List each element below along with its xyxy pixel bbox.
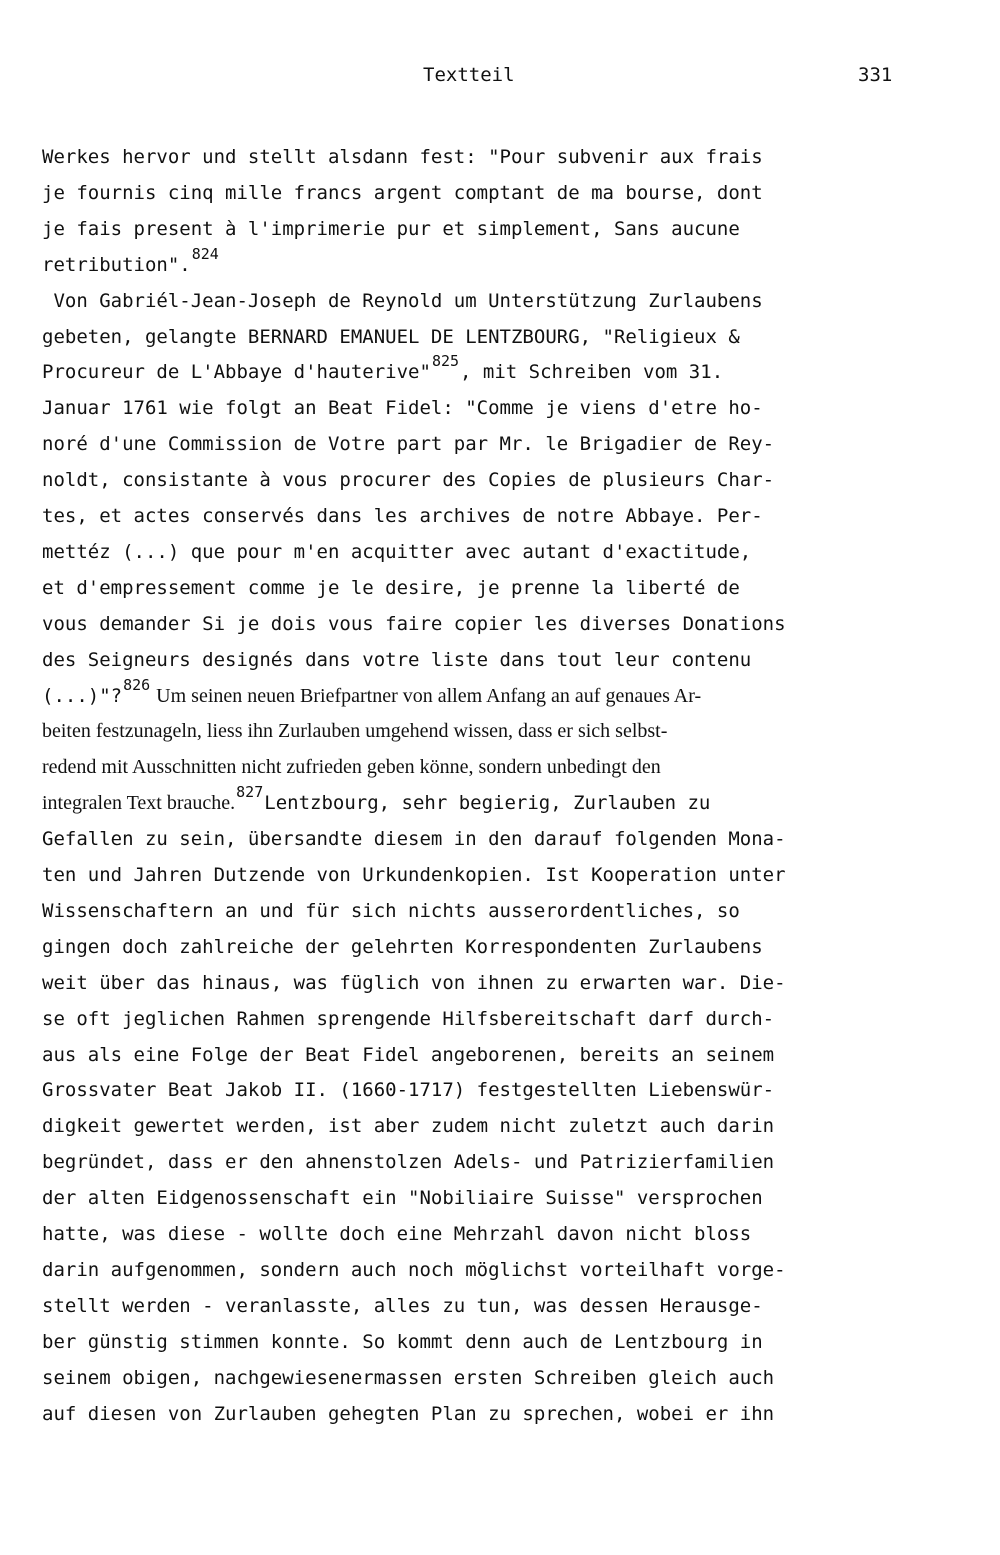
- text-line: [42, 613, 786, 635]
- text-segment: Werkes hervor und stellt alsdann fest: "Pour subvenir aux frais: [42, 146, 763, 168]
- text-line: [42, 326, 740, 348]
- text-line: [42, 1259, 786, 1281]
- text-line: [42, 433, 774, 455]
- text-segment: ber günstig stimmen konnte. So kommt denn auch de Lentzbourg in: [42, 1331, 763, 1353]
- text-line: [42, 469, 774, 491]
- text-line: [42, 1403, 774, 1425]
- text-line: [42, 1331, 763, 1353]
- text-line: [42, 1367, 774, 1389]
- text-segment: gingen doch zahlreiche der gelehrten Korrespondenten Zurlaubens: [42, 936, 763, 958]
- text-segment: retribution".: [42, 254, 191, 276]
- text-line: [42, 1008, 774, 1030]
- text-line: [42, 1151, 774, 1173]
- text-line: [42, 783, 711, 814]
- text-segment: Lentzbourg, sehr begierig, Zurlauben zu: [264, 792, 711, 814]
- text-segment: je fais present à l'imprimerie pur et simplement, Sans aucune: [42, 218, 740, 240]
- text-segment: der alten Eidgenossenschaft ein "Nobiliaire Suisse" versprochen: [42, 1187, 763, 1209]
- text-segment: Wissenschaftern an und für sich nichts ausserordentliches, so: [42, 900, 740, 922]
- text-segment: vous demander Si je dois vous faire copier les diverses Donations: [42, 613, 786, 635]
- text-segment: , mit Schreiben vom 31.: [460, 361, 724, 383]
- text-segment: auf diesen von Zurlauben gehegten Plan zu sprechen, wobei er ihn: [42, 1403, 775, 1425]
- text-segment-proportional: Um seinen neuen Briefpartner von allem Anfang an auf genaues Ar-: [151, 685, 702, 707]
- text-segment: je fournis cinq mille francs argent comptant de ma bourse, dont: [42, 182, 763, 204]
- text-line: [42, 182, 763, 204]
- text-segment-proportional: redend mit Ausschnitten nicht zufrieden geben könne, sondern unbedingt den: [42, 756, 661, 778]
- text-segment: aus als eine Folge der Beat Fidel angeborenen, bereits an seinem: [42, 1044, 775, 1066]
- text-segment: des Seigneurs designés dans votre liste dans tout leur contenu: [42, 649, 752, 671]
- text-line: [42, 936, 763, 958]
- text-line: [42, 676, 702, 707]
- text-line: [42, 1079, 774, 1101]
- text-line: [42, 649, 751, 671]
- text-segment: begründet, dass er den ahnenstolzen Adels- und Patrizierfamilien: [42, 1151, 775, 1173]
- text-segment: gebeten, gelangte BERNARD EMANUEL DE LENTZBOURG, "Religieux &: [42, 326, 740, 348]
- text-segment: digkeit gewertet werden, ist aber zudem nicht zuletzt auch darin: [42, 1115, 775, 1137]
- text-line: [42, 1044, 774, 1066]
- text-segment: weit über das hinaus, was füglich von ihnen zu erwarten war. Die-: [42, 972, 786, 994]
- text-line: [42, 1223, 751, 1245]
- text-segment: noldt, consistante à vous procurer des Copies de plusieurs Char-: [42, 469, 775, 491]
- footnote-reference: 825: [431, 352, 460, 370]
- text-line: [42, 900, 740, 922]
- text-line: [42, 864, 786, 886]
- text-segment: mettéz (...) que pour m'en acquitter avec autant d'exactitude,: [42, 541, 752, 563]
- text-line: [42, 290, 763, 312]
- running-header: Textteil: [423, 64, 515, 86]
- text-segment: noré d'une Commission de Votre part par Mr. le Brigadier de Rey-: [42, 433, 775, 455]
- text-line: [42, 218, 740, 240]
- text-line: [42, 245, 220, 276]
- text-segment: tes, et actes conservés dans les archives de notre Abbaye. Per-: [42, 505, 763, 527]
- text-segment: seinem obigen, nachgewiesenermassen ersten Schreiben gleich auch: [42, 1367, 775, 1389]
- page-number: 331: [858, 64, 893, 86]
- text-segment: (...)"?: [42, 685, 123, 707]
- text-line: [42, 352, 724, 383]
- footnote-reference: 824: [191, 245, 219, 263]
- footnote-reference: 827: [236, 783, 264, 801]
- text-line: [42, 756, 661, 778]
- text-segment: Von Gabriél-Jean-Joseph de Reynold um Unterstützung Zurlaubens: [42, 290, 763, 312]
- text-segment: darin aufgenommen, sondern auch noch möglichst vorteilhaft vorge-: [42, 1259, 786, 1281]
- text-segment: et d'empressement comme je le desire, je prenne la liberté de: [42, 577, 740, 599]
- text-line: [42, 1115, 774, 1137]
- text-line: [42, 720, 667, 742]
- text-line: [42, 972, 786, 994]
- text-segment: ten und Jahren Dutzende von Urkundenkopien. Ist Kooperation unter: [42, 864, 786, 886]
- text-segment: Procureur de L'Abbaye d'hauterive": [42, 361, 431, 383]
- text-segment-proportional: integralen Text brauche.: [42, 792, 236, 814]
- text-line: [42, 397, 763, 419]
- text-segment: stellt werden - veranlasste, alles zu tun, was dessen Herausge-: [42, 1295, 763, 1317]
- text-line: [42, 577, 740, 599]
- footnote-reference: 826: [123, 676, 151, 694]
- text-segment: Gefallen zu sein, übersandte diesem in den darauf folgenden Mona-: [42, 828, 786, 850]
- text-segment-proportional: beiten festzunageln, liess ihn Zurlauben umgehend wissen, dass er sich selbst-: [42, 720, 668, 742]
- text-segment: hatte, was diese - wollte doch eine Mehrzahl davon nicht bloss: [42, 1223, 752, 1245]
- text-line: [42, 1295, 763, 1317]
- text-line: [42, 146, 763, 168]
- text-line: [42, 1187, 763, 1209]
- text-segment: Grossvater Beat Jakob II. (1660-1717) festgestellten Liebenswür-: [42, 1079, 775, 1101]
- text-segment: Januar 1761 wie folgt an Beat Fidel: "Comme je viens d'etre ho-: [42, 397, 763, 419]
- text-line: [42, 541, 751, 563]
- text-segment: se oft jeglichen Rahmen sprengende Hilfsbereitschaft darf durch-: [42, 1008, 775, 1030]
- text-line: [42, 828, 786, 850]
- text-line: [42, 505, 763, 527]
